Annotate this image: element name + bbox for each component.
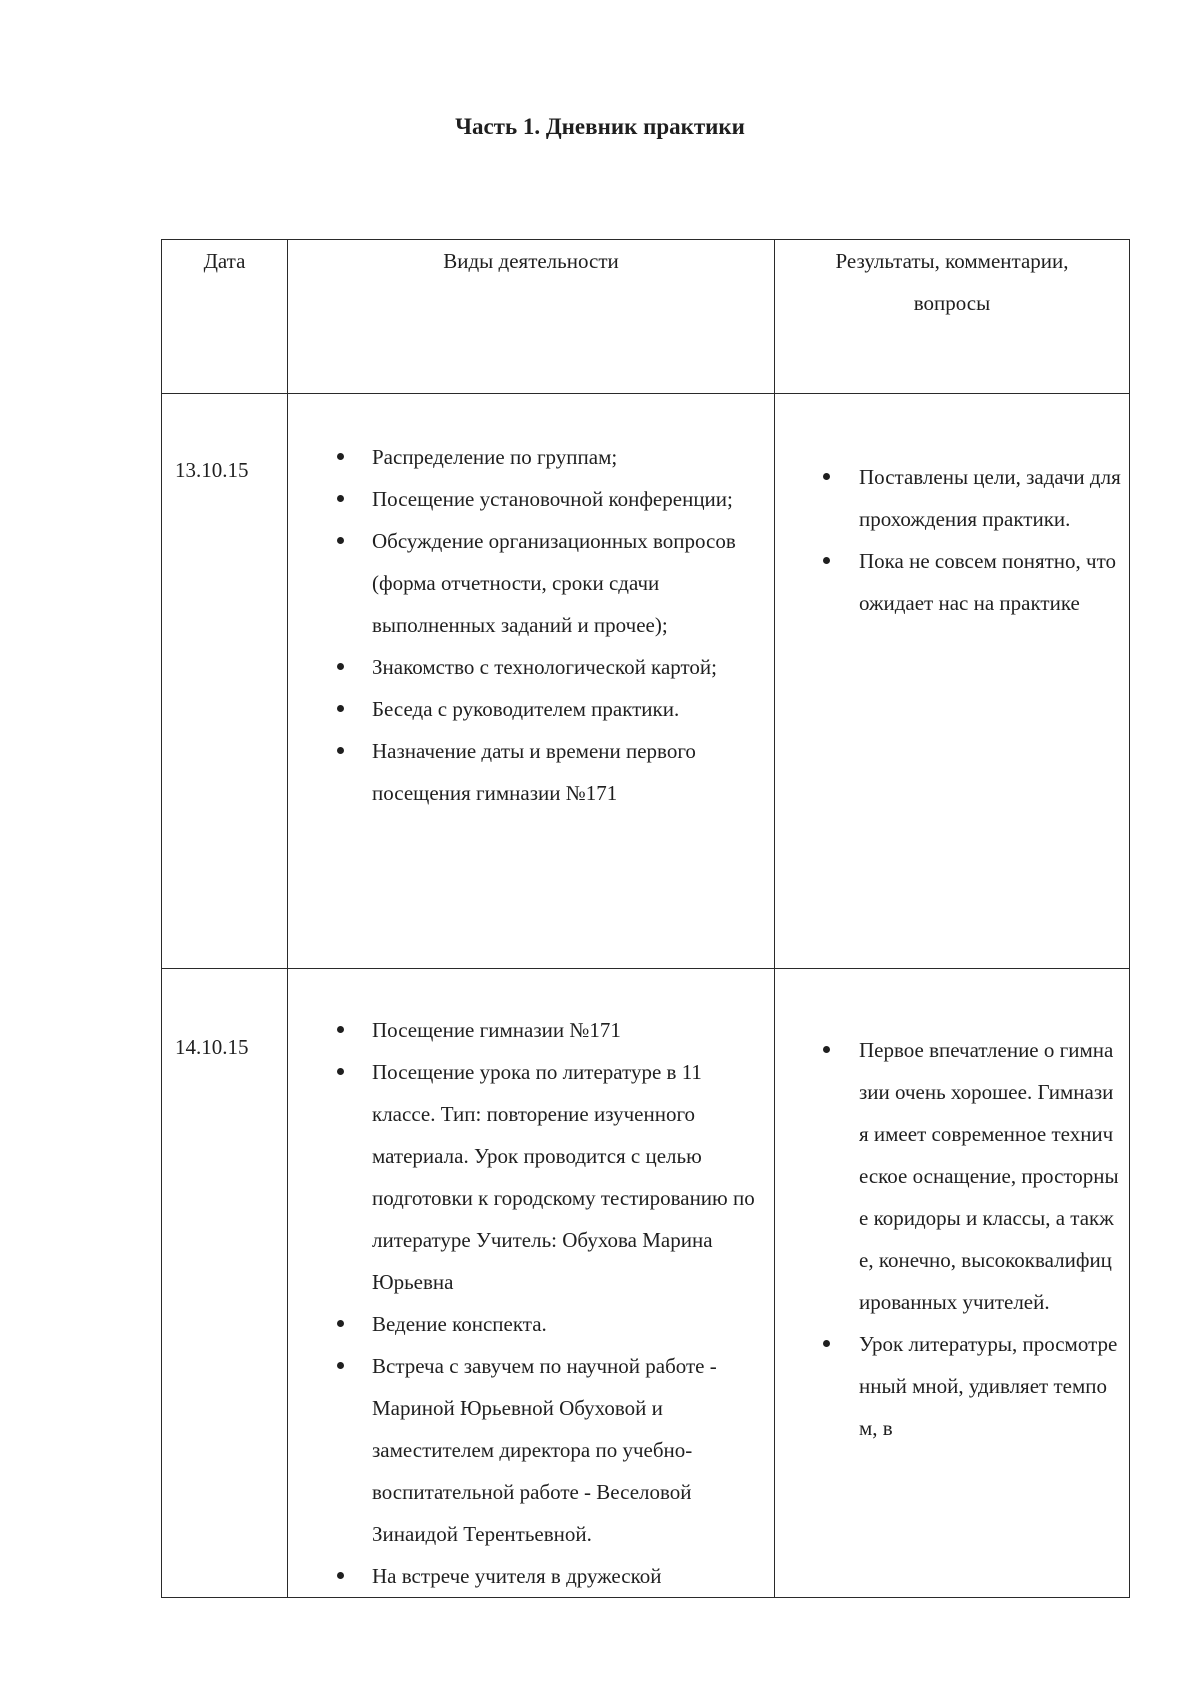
table-row [162,394,1130,969]
bullet-icon [337,1572,344,1579]
list-item: Первое впечатление о гимназии очень хорошее. Гимназия имеет современное техническое оснащение, просторные коридоры и классы, а также, конечно, высококвалифицированных учителей. [775,1029,1121,1323]
bullet-icon [337,495,344,502]
bullet-icon [337,1320,344,1327]
bullet-icon [337,747,344,754]
list-item: Распределение по группам; [288,436,762,478]
list-item: Поставлены цели, задачи для прохождения практики. [775,456,1121,540]
list-item: Посещение гимназии №171 [288,1009,762,1051]
header-results: Результаты, комментарии, вопросы [775,240,1130,394]
list-item: Назначение даты и времени первого посещения гимназии №171 [288,730,762,814]
results-list [775,1029,1121,1449]
list-item: На встрече учителя в дружеской [288,1555,762,1597]
bullet-icon [337,1068,344,1075]
table-row [162,969,1130,1598]
bullet-icon [337,1362,344,1369]
list-item: Пока не совсем понятно, что ожидает нас на практике [775,540,1121,624]
bullet-icon [823,1046,830,1053]
bullet-icon [337,1026,344,1033]
activities-cell [288,394,775,969]
results-cell [775,394,1130,969]
table-header-row [162,240,1130,394]
date-cell: 13.10.15 [162,394,288,969]
bullet-icon [337,453,344,460]
results-list [775,456,1121,624]
list-item: Ведение конспекта. [288,1303,762,1345]
list-item: Беседа с руководителем практики. [288,688,762,730]
bullet-icon [823,1340,830,1347]
list-item: Знакомство с технологической картой; [288,646,762,688]
list-item: Обсуждение организационных вопросов (форма отчетности, сроки сдачи выполненных заданий и прочее); [288,520,762,646]
list-item: Посещение установочной конференции; [288,478,762,520]
activities-list [288,436,762,814]
bullet-icon [823,473,830,480]
bullet-icon [337,705,344,712]
bullet-icon [337,537,344,544]
results-cell [775,969,1130,1598]
practice-diary-table [161,239,1130,1598]
header-activities: Виды деятельности [288,240,775,394]
bullet-icon [823,557,830,564]
list-item: Посещение урока по литературе в 11 классе. Тип: повторение изученного материала. Урок проводится с целью подготовки к городскому тестированию по литературе Учитель: Обухова Марина Юрьевна [288,1051,762,1303]
date-cell: 14.10.15 [162,969,288,1598]
activities-list [288,1009,762,1597]
list-item: Урок литературы, просмотренный мной, удивляет темпом, в [775,1323,1121,1449]
header-date: Дата [162,240,288,394]
activities-cell [288,969,775,1598]
list-item: Встреча с завучем по научной работе - Мариной Юрьевной Обуховой и заместителем директора по учебно-воспитательной работе - Веселовой Зинаидой Терентьевной. [288,1345,762,1555]
bullet-icon [337,663,344,670]
page-title: Часть 1. Дневник практики [455,114,745,139]
